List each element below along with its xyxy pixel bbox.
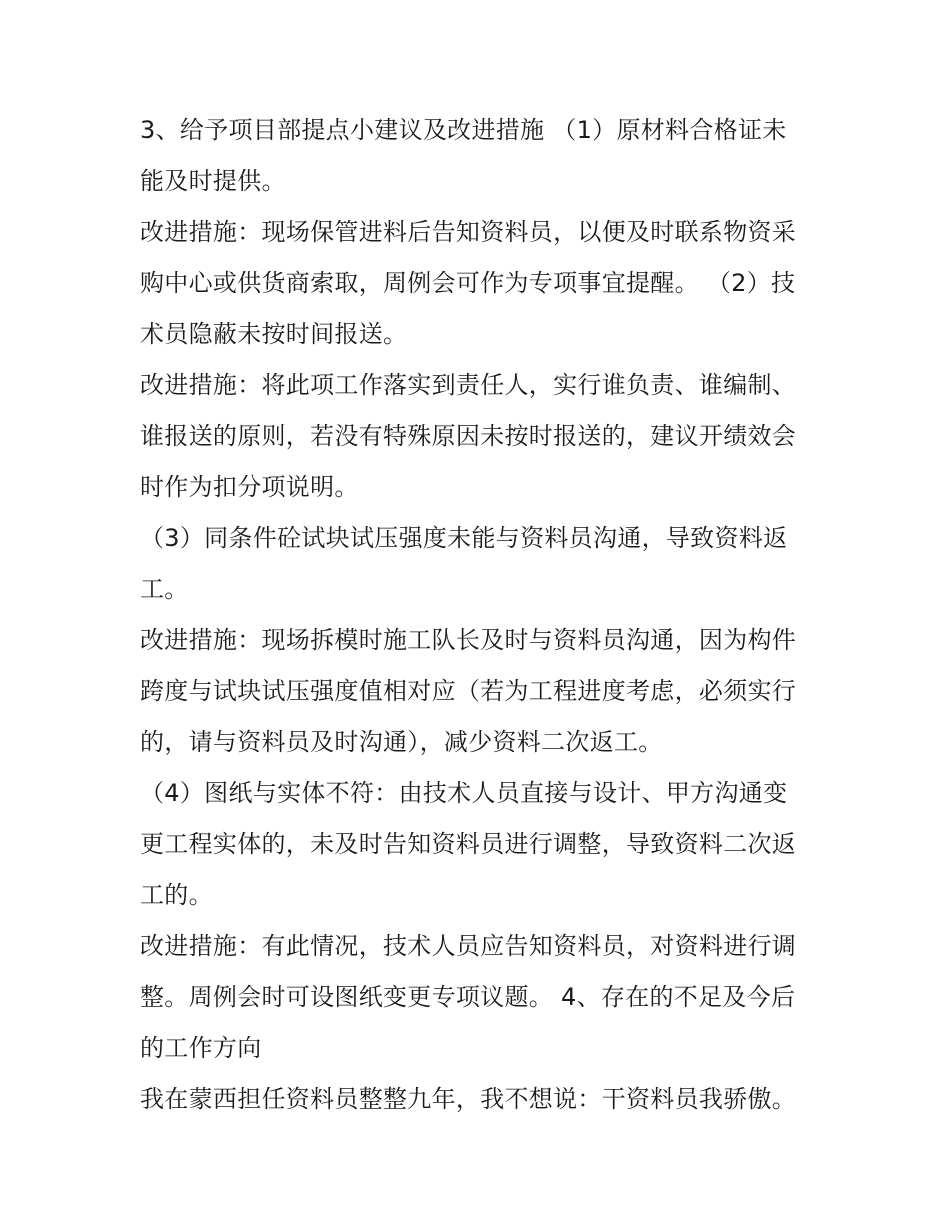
text-line: 改进措施：现场拆模时施工队长及时与资料员沟通，因为构件 <box>140 626 797 654</box>
text-line: 改进措施：现场保管进料后告知资料员，以便及时联系物资采 <box>140 218 797 246</box>
text-line: 的工作方向 <box>140 1034 262 1062</box>
text-line: 谁报送的原则，若没有特殊原因未按时报送的，建议开绩效会 <box>140 422 797 450</box>
text-line: 3、给予项目部提点小建议及改进措施 （1）原材料合格证未 <box>140 116 787 144</box>
text-line: 购中心或供货商索取，周例会可作为专项事宜提醒。 （2）技 <box>140 269 796 297</box>
text-line: （3）同条件砼试块试压强度未能与资料员沟通，导致资料返 <box>140 524 788 552</box>
text-line: 能及时提供。 <box>140 167 286 195</box>
text-line: 整。周例会时可设图纸变更专项议题。 4、存在的不足及今后 <box>140 983 796 1011</box>
text-line: 改进措施：将此项工作落实到责任人，实行谁负责、谁编制、 <box>140 371 797 399</box>
text-line: （4）图纸与实体不符：由技术人员直接与设计、甲方沟通变 <box>140 779 788 807</box>
document-body <box>140 105 820 1125</box>
text-line: 改进措施：有此情况，技术人员应告知资料员，对资料进行调 <box>140 932 797 960</box>
text-line: 时作为扣分项说明。 <box>140 473 359 501</box>
text-line: 我在蒙西担任资料员整整九年，我不想说：干资料员我骄傲。 <box>140 1085 797 1113</box>
text-line: 更工程实体的，未及时告知资料员进行调整，导致资料二次返 <box>140 830 797 858</box>
text-line: 工。 <box>140 575 189 603</box>
text-line: 跨度与试块试压强度值相对应（若为工程进度考虑，必须实行 <box>140 677 797 705</box>
text-line: 工的。 <box>140 881 213 909</box>
text-line: 的，请与资料员及时沟通），减少资料二次返工。 <box>140 728 663 756</box>
text-line: 术员隐蔽未按时间报送。 <box>140 320 408 348</box>
